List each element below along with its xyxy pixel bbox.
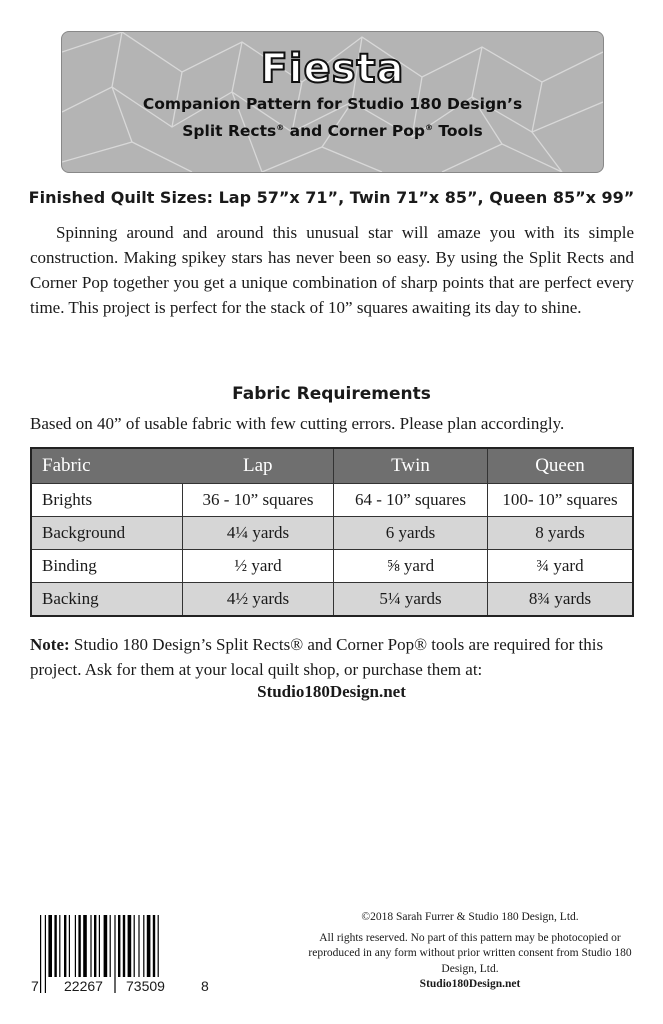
registered-mark: ® (424, 123, 433, 132)
tools-text: Tools (438, 122, 483, 141)
website-link[interactable]: Studio180Design.net (257, 682, 406, 701)
barcode-bar (123, 915, 125, 977)
table-row (31, 583, 633, 617)
barcode-bar (128, 915, 132, 977)
barcode-bar (69, 915, 70, 977)
table-cell: 36 - 10” squares (183, 484, 334, 517)
table-cell: 8¾ yards (488, 583, 634, 617)
table-cell: 100- 10” squares (488, 484, 634, 517)
upc-barcode (30, 915, 205, 995)
barcode-bar (40, 915, 41, 993)
barcode-bar (90, 915, 91, 977)
barcode-bar (143, 915, 144, 977)
barcode-digits: 73509 (126, 978, 165, 994)
table-row (31, 484, 633, 517)
barcode-bar (94, 915, 96, 977)
intro-paragraph: Spinning around and around this unusual star will amaze you with its simple construction. Making spikey stars has never been so easy. By using the Split Rects and Corner Pop together you get a unique combination of sharp points that are perfect every time. This project is perfect for the stack of 10” squares awaiting its day to shine. (30, 223, 634, 317)
fabric-note: Based on 40” of usable fabric with few cutting errors. Please plan accordingly. (30, 414, 565, 433)
subtitle-line-1: Companion Pattern for Studio 180 Design’s (142, 95, 523, 113)
copyright: ©2018 Sarah Furrer & Studio 180 Design, Ltd. (361, 911, 579, 923)
barcode-bar (45, 915, 46, 993)
finished-sizes: Finished Quilt Sizes: Lap 57”x 71”, Twin 71”x 85”, Queen 85”x 99” (28, 188, 635, 207)
barcode-bar (78, 915, 80, 977)
barcode-bar (64, 915, 66, 977)
title-banner (61, 31, 604, 173)
note-label: Note: (30, 635, 70, 654)
table-cell: 4¼ yards (183, 517, 334, 550)
table-header-row (31, 448, 633, 484)
split-rects-text: Split Rects (182, 122, 277, 141)
barcode-bar (118, 915, 120, 977)
table-cell: 4½ yards (183, 583, 334, 617)
barcode-bar (104, 915, 108, 977)
table-cell: Background (31, 517, 183, 550)
barcode-bar (153, 915, 155, 977)
table-cell: Brights (31, 484, 183, 517)
table-row (31, 517, 633, 550)
registered-mark: ® (276, 123, 285, 132)
table-cell: Binding (31, 550, 183, 583)
barcode-bar (110, 915, 111, 977)
column-header-lap: Lap (183, 448, 334, 484)
column-header-fabric: Fabric (31, 448, 183, 484)
subtitle-line-2 (62, 116, 603, 143)
barcode-bar (99, 915, 100, 977)
barcode-digit: 8 (201, 978, 209, 994)
fabric-requirements-heading: Fabric Requirements (232, 384, 431, 404)
rights-statement: All rights reserved. No part of this pattern may be photocopied or reproduced in any form without prior written consent from Studio 180 Design, Ltd. (308, 931, 632, 975)
barcode-bar (54, 915, 56, 977)
barcode-bar (75, 915, 76, 977)
note-text: Studio 180 Design’s Split Rects® and Corner Pop® tools are required for this project. Ask for them at your local quilt shop, or purchase them at: (30, 635, 604, 679)
column-header-queen: Queen (488, 448, 634, 484)
barcode-digits: 22267 (64, 978, 103, 994)
column-header-twin: Twin (334, 448, 488, 484)
barcode-bar (59, 915, 60, 977)
table-row (31, 550, 633, 583)
barcode-bar (147, 915, 151, 977)
corner-pop-text: and Corner Pop (289, 122, 425, 141)
table-cell: ⅝ yard (334, 550, 488, 583)
barcode-digit: 7 (31, 978, 39, 994)
table-cell: 5¼ yards (334, 583, 488, 617)
fabric-requirements-table (30, 447, 634, 617)
tools-note (30, 632, 634, 682)
pattern-title: Fiesta (260, 46, 405, 92)
table-cell: ¾ yard (488, 550, 634, 583)
table-cell: Backing (31, 583, 183, 617)
barcode-bar (138, 915, 139, 977)
table-cell: ½ yard (183, 550, 334, 583)
barcode-bar (158, 915, 159, 977)
table-cell: 64 - 10” squares (334, 484, 488, 517)
table-cell: 8 yards (488, 517, 634, 550)
footer-website: Studio180Design.net (419, 978, 521, 990)
legal-block (300, 910, 640, 993)
table-cell: 6 yards (334, 517, 488, 550)
barcode-bar (114, 915, 115, 993)
barcode-bar (134, 915, 135, 977)
barcode-bar (48, 915, 52, 977)
barcode-bar (83, 915, 87, 977)
